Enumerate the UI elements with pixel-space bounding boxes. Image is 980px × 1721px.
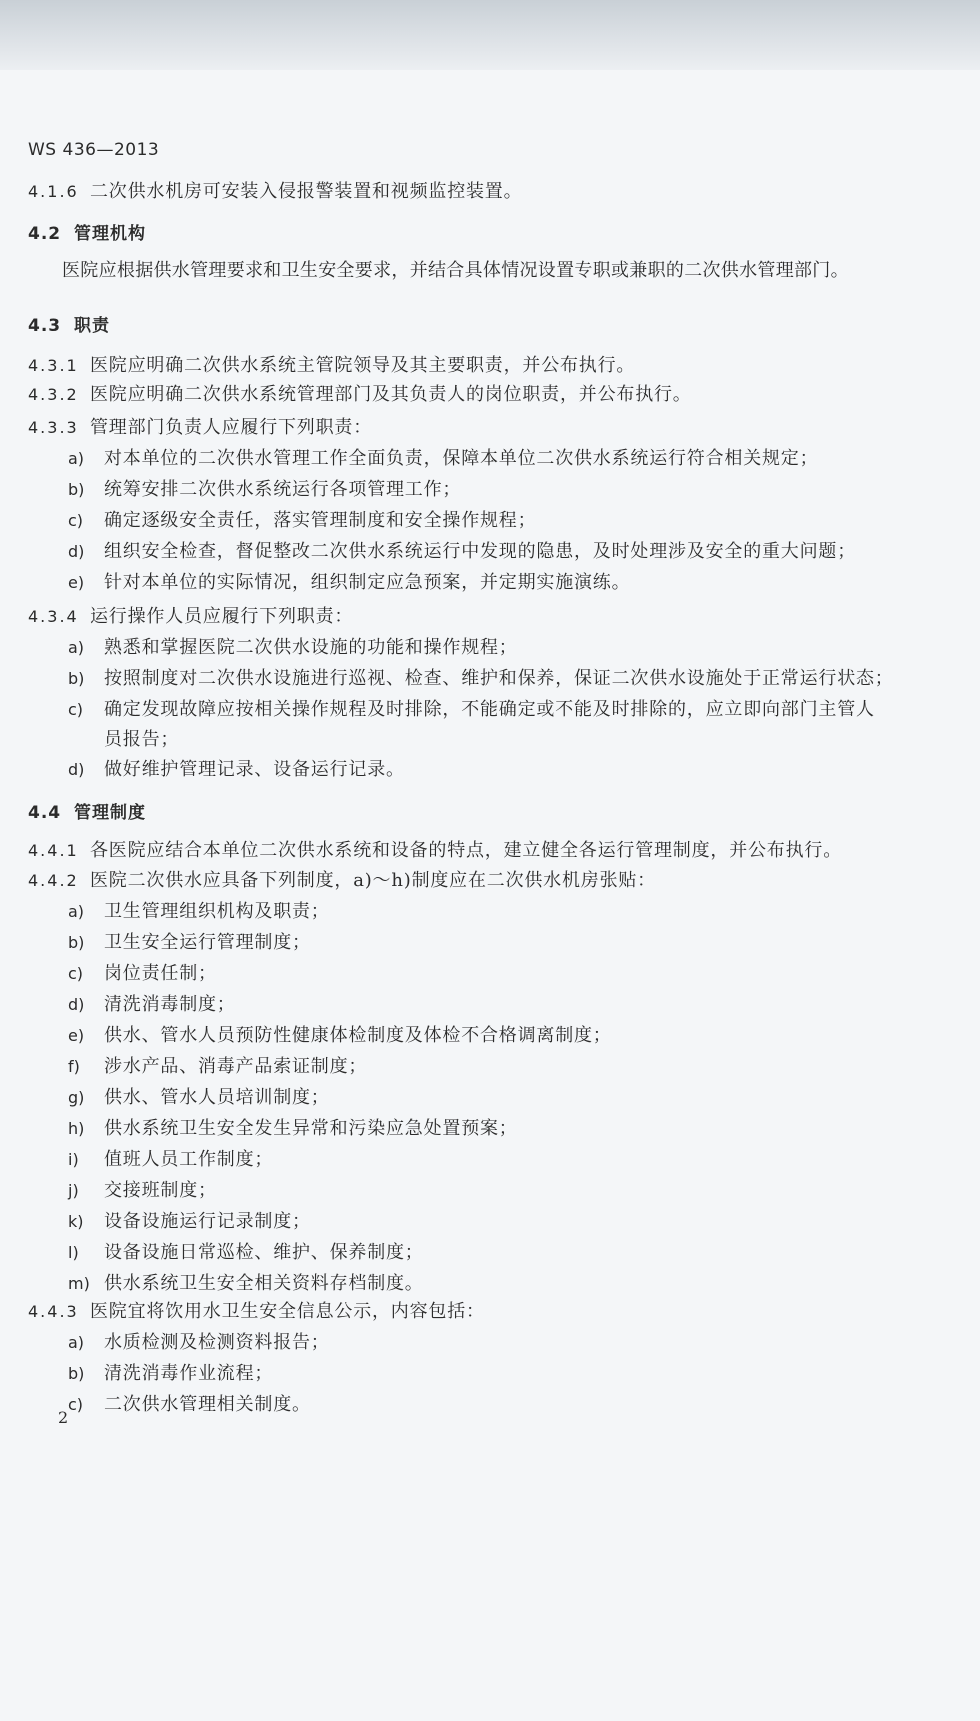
list-label: d) [68, 542, 85, 561]
clause-text: 医院宜将饮用水卫生安全信息公示，内容包括： [90, 1301, 485, 1322]
list-label: e) [68, 1026, 85, 1045]
list-label: b) [68, 1364, 85, 1383]
page-number: 2 [58, 1408, 69, 1427]
clause-number: 4.3.1 [28, 356, 79, 375]
list-label: d) [68, 760, 85, 779]
clause-text: 管理部门负责人应履行下列职责： [90, 417, 372, 438]
list-label: d) [68, 995, 85, 1014]
list-label: e) [68, 573, 85, 592]
list-label: c) [68, 700, 84, 719]
list-text: 组织安全检查，督促整改二次供水系统运行中发现的隐患，及时处理涉及安全的重大问题； [104, 541, 856, 562]
list-label: i) [68, 1150, 79, 1169]
list-text: 设备设施日常巡检、维护、保养制度； [104, 1242, 424, 1263]
clause-number: 4.3.3 [28, 418, 79, 437]
clause-text: 各医院应结合本单位二次供水系统和设备的特点，建立健全各运行管理制度，并公布执行。 [90, 840, 842, 861]
list-text: 确定发现故障应按相关操作规程及时排除，不能确定或不能及时排除的，应立即向部门主管人 [104, 699, 875, 720]
list-text: 对本单位的二次供水管理工作全面负责，保障本单位二次供水系统运行符合相关规定； [104, 448, 819, 469]
list-label: b) [68, 933, 85, 952]
list-label: f) [68, 1057, 80, 1076]
list-label: l) [68, 1243, 79, 1262]
section-number: 4.4 [28, 803, 62, 823]
list-label: c) [68, 511, 84, 530]
section-number: 4.3 [28, 316, 62, 336]
clause-number: 4.3.4 [28, 607, 79, 626]
list-label: b) [68, 480, 85, 499]
list-text: 确定逐级安全责任，落实管理制度和安全操作规程； [104, 510, 537, 531]
list-text: 水质检测及检测资料报告； [104, 1332, 330, 1353]
list-text: 涉水产品、消毒产品索证制度； [104, 1056, 368, 1077]
clause-number: 4.1.6 [28, 182, 79, 201]
section-number: 4.2 [28, 224, 62, 244]
paragraph-text: 医院应根据供水管理要求和卫生安全要求，并结合具体情况设置专职或兼职的二次供水管理部门。 [62, 260, 849, 281]
clause-number: 4.4.2 [28, 871, 79, 890]
list-label: b) [68, 669, 85, 688]
clause-number: 4.3.2 [28, 385, 79, 404]
list-label: k) [68, 1212, 84, 1231]
list-label: h) [68, 1119, 85, 1138]
list-text: 值班人员工作制度； [104, 1149, 274, 1170]
section-title: 管理机构 [74, 224, 146, 244]
list-text: 做好维护管理记录、设备运行记录。 [104, 759, 405, 780]
list-label: a) [68, 638, 85, 657]
section-title: 职责 [74, 316, 110, 336]
list-label: c) [68, 964, 84, 983]
list-text: 清洗消毒作业流程； [104, 1363, 274, 1384]
list-text: 熟悉和掌握医院二次供水设施的功能和操作规程； [104, 637, 518, 658]
clause-text: 二次供水机房可安装入侵报警装置和视频监控装置。 [90, 181, 523, 202]
clause-number: 4.4.1 [28, 841, 79, 860]
clause-text: 医院应明确二次供水系统主管院领导及其主要职责，并公布执行。 [90, 355, 636, 376]
list-text: 供水、管水人员预防性健康体检制度及体检不合格调离制度； [104, 1025, 612, 1046]
list-text: 针对本单位的实际情况，组织制定应急预案，并定期实施演练。 [104, 572, 631, 593]
list-text: 二次供水管理相关制度。 [104, 1394, 311, 1415]
continuation-text: 员报告； [104, 729, 180, 750]
list-label: m) [68, 1274, 90, 1293]
list-text: 岗位责任制； [104, 963, 217, 984]
list-text: 清洗消毒制度； [104, 994, 236, 1015]
clause-text: 医院二次供水应具备下列制度，a)～h)制度应在二次供水机房张贴： [90, 870, 656, 891]
clause-text: 运行操作人员应履行下列职责： [90, 606, 354, 627]
list-label: a) [68, 1333, 85, 1352]
list-text: 按照制度对二次供水设施进行巡视、检查、维护和保养，保证二次供水设施处于正常运行状态； [104, 668, 894, 689]
list-text: 卫生安全运行管理制度； [104, 932, 311, 953]
list-text: 设备设施运行记录制度； [104, 1211, 311, 1232]
list-label: j) [68, 1181, 79, 1200]
list-text: 交接班制度； [104, 1180, 217, 1201]
list-label: a) [68, 449, 85, 468]
section-title: 管理制度 [74, 803, 146, 823]
list-label: c) [68, 1395, 84, 1414]
clause-text: 医院应明确二次供水系统管理部门及其负责人的岗位职责，并公布执行。 [90, 384, 692, 405]
list-label: a) [68, 902, 85, 921]
list-text: 卫生管理组织机构及职责； [104, 901, 330, 922]
list-text: 供水系统卫生安全发生异常和污染应急处置预案； [104, 1118, 518, 1139]
clause-number: 4.4.3 [28, 1302, 79, 1321]
doc-code-header: WS 436—2013 [28, 140, 160, 160]
list-label: g) [68, 1088, 85, 1107]
list-text: 统筹安排二次供水系统运行各项管理工作； [104, 479, 462, 500]
list-text: 供水系统卫生安全相关资料存档制度。 [104, 1273, 424, 1294]
list-text: 供水、管水人员培训制度； [104, 1087, 330, 1108]
